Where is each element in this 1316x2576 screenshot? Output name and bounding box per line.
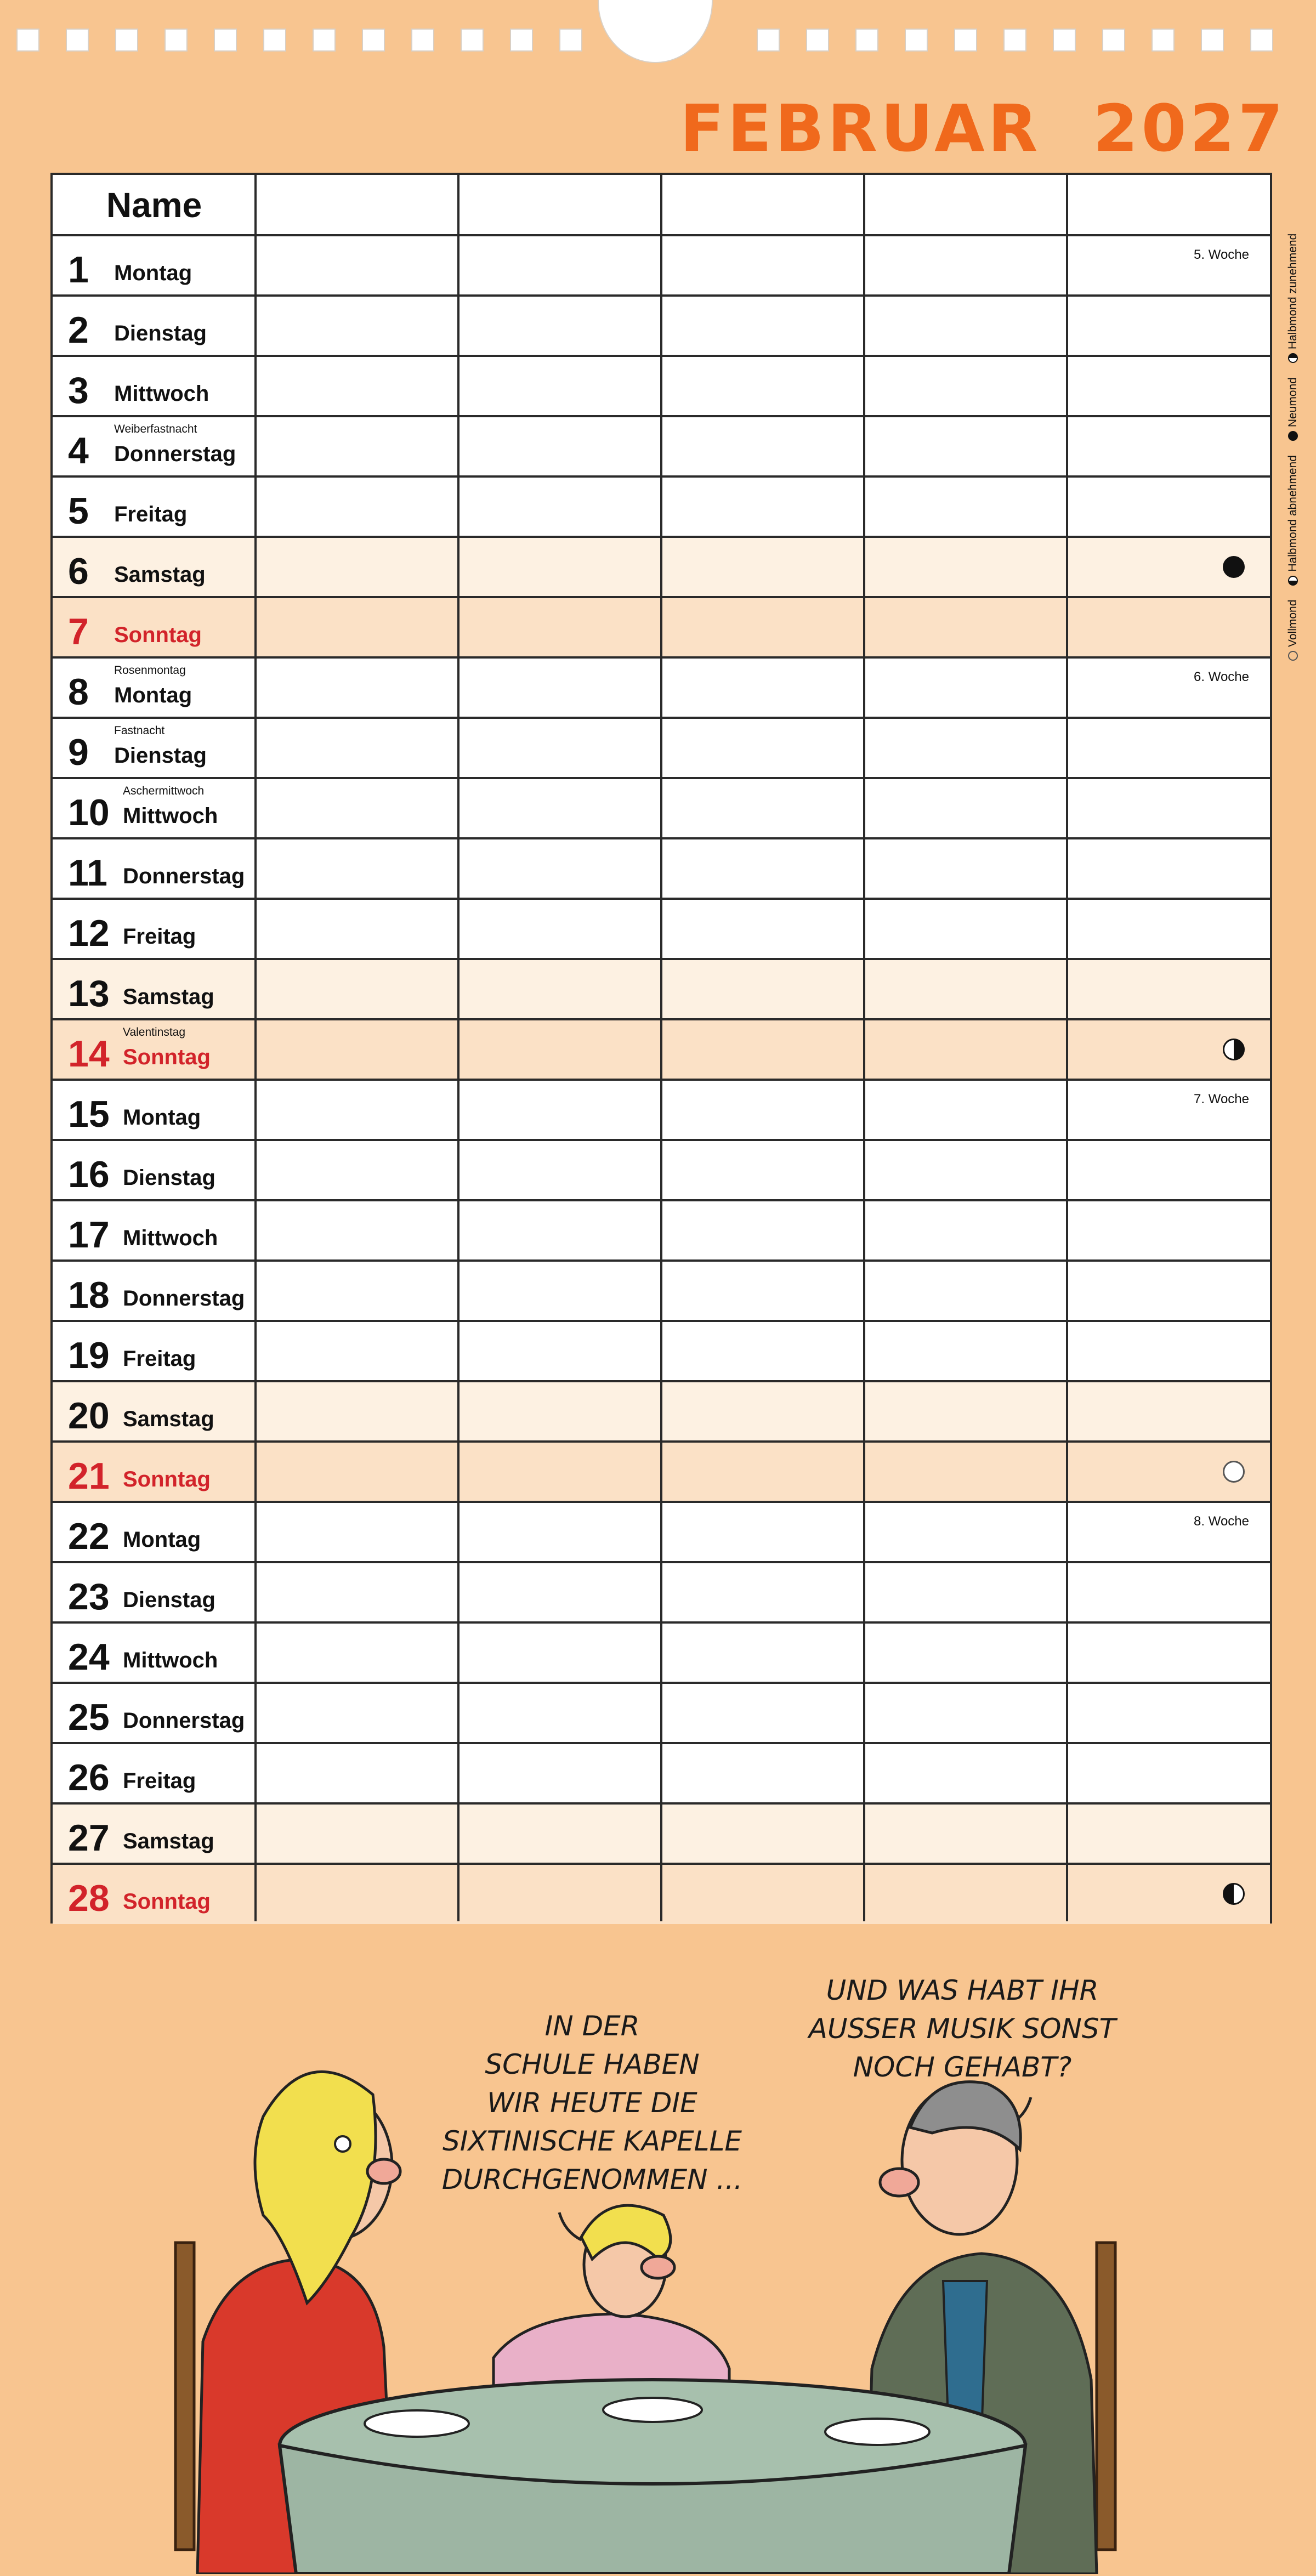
- entry-cell[interactable]: [1067, 959, 1270, 1019]
- year: 2027: [1093, 90, 1286, 166]
- entry-cell[interactable]: [458, 1200, 661, 1261]
- entry-cell[interactable]: [256, 1321, 458, 1381]
- entry-cell[interactable]: [458, 1864, 661, 1924]
- entry-cell[interactable]: [256, 356, 458, 416]
- binding-hole: [66, 29, 89, 52]
- day-label: [53, 356, 256, 416]
- entry-cell[interactable]: [661, 1683, 864, 1743]
- plate-right: [825, 2419, 929, 2445]
- day-number: 21: [68, 1455, 110, 1497]
- binding-hole: [559, 29, 582, 52]
- day-label: [53, 1261, 256, 1321]
- day-label: [53, 959, 256, 1019]
- entry-cell[interactable]: [1067, 657, 1270, 718]
- binding-hole: [1053, 29, 1076, 52]
- new-moon-icon: [1288, 431, 1298, 441]
- day-name: Freitag: [123, 1769, 196, 1793]
- day-name: Mittwoch: [114, 382, 209, 406]
- entry-cell[interactable]: [661, 838, 864, 899]
- day-name: Dienstag: [114, 321, 207, 345]
- entry-cell[interactable]: [1067, 416, 1270, 476]
- entry-cell[interactable]: [458, 718, 661, 778]
- entry-cell[interactable]: [864, 1864, 1067, 1924]
- day-label: [53, 416, 256, 476]
- binding-hole: [1152, 29, 1175, 52]
- day-name: Samstag: [123, 1407, 214, 1431]
- entry-cell[interactable]: [256, 899, 458, 959]
- entry-cell[interactable]: [864, 537, 1067, 597]
- entry-cell[interactable]: [1067, 476, 1270, 537]
- cartoon-illustration: [0, 1952, 1316, 2574]
- entry-cell[interactable]: [458, 1381, 661, 1442]
- person-name-cell[interactable]: [458, 175, 661, 235]
- entry-cell[interactable]: [661, 1864, 864, 1924]
- entry-cell[interactable]: [661, 476, 864, 537]
- entry-cell[interactable]: [1067, 718, 1270, 778]
- family-planner-grid: [50, 173, 1272, 1924]
- entry-cell[interactable]: [1067, 1683, 1270, 1743]
- entry-cell[interactable]: [864, 235, 1067, 296]
- day-number: 7: [68, 611, 89, 652]
- entry-cell[interactable]: [1067, 1562, 1270, 1622]
- entry-cell[interactable]: [864, 1261, 1067, 1321]
- day-number: 27: [68, 1817, 110, 1859]
- chair-left: [175, 2243, 194, 2550]
- entry-cell[interactable]: [1067, 1261, 1270, 1321]
- day-label: [53, 537, 256, 597]
- day-number: 23: [68, 1576, 110, 1618]
- entry-cell[interactable]: [256, 476, 458, 537]
- entry-cell[interactable]: [458, 1321, 661, 1381]
- half-moon-waning-icon: [1288, 576, 1298, 586]
- day-label: [53, 296, 256, 356]
- day-number: 26: [68, 1757, 110, 1798]
- column-divider: [660, 175, 662, 1921]
- entry-cell[interactable]: [256, 416, 458, 476]
- entry-cell[interactable]: [1067, 1864, 1270, 1924]
- entry-cell[interactable]: [661, 356, 864, 416]
- holiday-label: Aschermittwoch: [123, 785, 205, 797]
- day-label: [53, 235, 256, 296]
- day-label: [53, 1743, 256, 1803]
- day-label: [53, 1019, 256, 1080]
- entry-cell[interactable]: [661, 1562, 864, 1622]
- entry-cell[interactable]: [458, 235, 661, 296]
- entry-cell[interactable]: [458, 537, 661, 597]
- entry-cell[interactable]: [864, 959, 1067, 1019]
- entry-cell[interactable]: [864, 1321, 1067, 1381]
- entry-cell[interactable]: [256, 1803, 458, 1864]
- day-label: [53, 1381, 256, 1442]
- day-label: [53, 718, 256, 778]
- entry-cell[interactable]: [1067, 537, 1270, 597]
- entry-cell[interactable]: [864, 1140, 1067, 1200]
- entry-cell[interactable]: [458, 657, 661, 718]
- day-name: Sonntag: [123, 1890, 211, 1914]
- entry-cell[interactable]: [661, 416, 864, 476]
- binding-hole: [214, 29, 237, 52]
- entry-cell[interactable]: [864, 1442, 1067, 1502]
- day-number: 16: [68, 1154, 110, 1195]
- day-name: Dienstag: [123, 1166, 215, 1190]
- day-number: 14: [68, 1033, 110, 1075]
- entry-cell[interactable]: [1067, 235, 1270, 296]
- entry-cell[interactable]: [256, 1683, 458, 1743]
- entry-cell[interactable]: [661, 899, 864, 959]
- entry-cell[interactable]: [1067, 1321, 1270, 1381]
- entry-cell[interactable]: [1067, 1622, 1270, 1683]
- entry-cell[interactable]: [1067, 1803, 1270, 1864]
- entry-cell[interactable]: [661, 1019, 864, 1080]
- holiday-label: Valentinstag: [123, 1026, 186, 1039]
- person-name-cell[interactable]: [256, 175, 458, 235]
- entry-cell[interactable]: [661, 235, 864, 296]
- legend-half-waning: Halbmond abnehmend: [1286, 455, 1300, 585]
- entry-cell[interactable]: [458, 1019, 661, 1080]
- entry-cell[interactable]: [661, 1140, 864, 1200]
- month-name: FEBRUAR: [680, 90, 1041, 166]
- entry-cell[interactable]: [1067, 899, 1270, 959]
- plate-left: [365, 2410, 469, 2437]
- day-number: 1: [68, 249, 89, 291]
- entry-cell[interactable]: [1067, 597, 1270, 657]
- binding-hole: [954, 29, 977, 52]
- entry-cell[interactable]: [864, 1080, 1067, 1140]
- binding-hole: [905, 29, 928, 52]
- entry-cell[interactable]: [661, 657, 864, 718]
- entry-cell[interactable]: [1067, 1200, 1270, 1261]
- entry-cell[interactable]: [458, 1803, 661, 1864]
- day-label: [53, 657, 256, 718]
- day-name: Samstag: [114, 563, 206, 587]
- day-name: Montag: [123, 1105, 201, 1130]
- day-name: Freitag: [123, 924, 196, 949]
- day-label: [53, 1562, 256, 1622]
- entry-cell[interactable]: [458, 1683, 661, 1743]
- entry-cell[interactable]: [458, 1622, 661, 1683]
- day-number: 25: [68, 1696, 110, 1738]
- entry-cell[interactable]: [864, 1562, 1067, 1622]
- day-number: 12: [68, 912, 110, 954]
- day-label: [53, 778, 256, 838]
- entry-cell[interactable]: [864, 1743, 1067, 1803]
- entry-cell[interactable]: [256, 1442, 458, 1502]
- entry-cell[interactable]: [458, 1562, 661, 1622]
- entry-cell[interactable]: [458, 1743, 661, 1803]
- entry-cell[interactable]: [458, 1080, 661, 1140]
- day-label: [53, 1321, 256, 1381]
- entry-cell[interactable]: [256, 1622, 458, 1683]
- entry-cell[interactable]: [864, 778, 1067, 838]
- entry-cell[interactable]: [661, 1803, 864, 1864]
- entry-cell[interactable]: [256, 657, 458, 718]
- entry-cell[interactable]: [1067, 1140, 1270, 1200]
- binding-hole: [263, 29, 286, 52]
- entry-cell[interactable]: [864, 1683, 1067, 1743]
- entry-cell[interactable]: [864, 597, 1067, 657]
- entry-cell[interactable]: [256, 1200, 458, 1261]
- binding-hole: [855, 29, 878, 52]
- entry-cell[interactable]: [256, 597, 458, 657]
- holiday-label: Weiberfastnacht: [114, 423, 197, 435]
- entry-cell[interactable]: [256, 959, 458, 1019]
- day-label: [53, 1622, 256, 1683]
- entry-cell[interactable]: [1067, 1381, 1270, 1442]
- entry-cell[interactable]: [864, 1200, 1067, 1261]
- entry-cell[interactable]: [458, 1442, 661, 1502]
- day-number: 10: [68, 792, 110, 833]
- entry-cell[interactable]: [864, 356, 1067, 416]
- entry-cell[interactable]: [458, 959, 661, 1019]
- day-number: 19: [68, 1335, 110, 1376]
- entry-cell[interactable]: [256, 1502, 458, 1562]
- entry-cell[interactable]: [864, 296, 1067, 356]
- day-name: Montag: [114, 261, 192, 285]
- entry-cell[interactable]: [1067, 1080, 1270, 1140]
- binding-hole: [757, 29, 780, 52]
- entry-cell[interactable]: [256, 718, 458, 778]
- column-divider: [863, 175, 865, 1921]
- month-title: [680, 90, 1286, 166]
- day-label: [53, 838, 256, 899]
- binding-hole: [1102, 29, 1125, 52]
- day-number: 3: [68, 370, 89, 411]
- holiday-label: Rosenmontag: [114, 664, 186, 677]
- day-name: Freitag: [123, 1347, 196, 1371]
- entry-cell[interactable]: [661, 1381, 864, 1442]
- entry-cell[interactable]: [864, 838, 1067, 899]
- day-name: Donnerstag: [114, 442, 236, 466]
- entry-cell[interactable]: [661, 1502, 864, 1562]
- day-name: Freitag: [114, 502, 188, 526]
- holiday-label: Fastnacht: [114, 724, 165, 737]
- entry-cell[interactable]: [864, 416, 1067, 476]
- day-name: Donnerstag: [123, 1286, 245, 1310]
- day-name: Mittwoch: [123, 1648, 218, 1672]
- entry-cell[interactable]: [661, 537, 864, 597]
- speech-bubble-girl: IN DER SCHULE HABEN WIR HEUTE DIE SIXTINISCHE KAPELLE DURCHGENOMMEN ...: [441, 2010, 743, 2195]
- day-label: [53, 1683, 256, 1743]
- entry-cell[interactable]: [256, 1743, 458, 1803]
- entry-cell[interactable]: [864, 1502, 1067, 1562]
- entry-cell[interactable]: [458, 1502, 661, 1562]
- column-divider: [1066, 175, 1068, 1921]
- binding-hole: [411, 29, 434, 52]
- entry-cell[interactable]: [256, 296, 458, 356]
- entry-cell[interactable]: [256, 1080, 458, 1140]
- girl-figure: [494, 2205, 729, 2407]
- day-number: 4: [68, 430, 89, 472]
- column-divider: [254, 175, 257, 1921]
- entry-cell[interactable]: [256, 1381, 458, 1442]
- week-number: 8. Woche: [1194, 1514, 1249, 1529]
- day-label: [53, 476, 256, 537]
- day-name: Sonntag: [123, 1045, 211, 1069]
- entry-cell[interactable]: [458, 899, 661, 959]
- entry-cell[interactable]: [661, 296, 864, 356]
- entry-cell[interactable]: [1067, 296, 1270, 356]
- legend-half-waxing: Halbmond zunehmend: [1286, 234, 1300, 363]
- day-name: Montag: [114, 683, 192, 707]
- legend-new-moon: Neumond: [1286, 377, 1300, 441]
- entry-cell[interactable]: [661, 1321, 864, 1381]
- day-label: [53, 899, 256, 959]
- entry-cell[interactable]: [1067, 838, 1270, 899]
- moon-phase-legend: [1282, 167, 1304, 661]
- entry-cell[interactable]: [661, 778, 864, 838]
- binding-hole: [16, 29, 39, 52]
- entry-cell[interactable]: [1067, 1743, 1270, 1803]
- entry-cell[interactable]: [661, 1200, 864, 1261]
- entry-cell[interactable]: [864, 476, 1067, 537]
- chair-right: [1097, 2243, 1115, 2550]
- entry-cell[interactable]: [661, 1080, 864, 1140]
- day-label: [53, 1864, 256, 1924]
- entry-cell[interactable]: [458, 296, 661, 356]
- speech-bubble-father: UND WAS HABT IHR AUSSER MUSIK SONST NOCH GEHABT?: [808, 1974, 1116, 2083]
- day-label: [53, 1442, 256, 1502]
- binding-hole: [115, 29, 138, 52]
- day-name: Donnerstag: [123, 864, 245, 888]
- day-number: 20: [68, 1395, 110, 1437]
- entry-cell[interactable]: [864, 1381, 1067, 1442]
- day-label: [53, 1080, 256, 1140]
- day-number: 13: [68, 973, 110, 1014]
- binding-hole: [313, 29, 336, 52]
- person-name-cell[interactable]: [1067, 175, 1270, 235]
- entry-cell[interactable]: [256, 1140, 458, 1200]
- half-moon-waxing-icon: [1288, 353, 1298, 363]
- entry-cell[interactable]: [458, 416, 661, 476]
- entry-cell[interactable]: [256, 1261, 458, 1321]
- binding-hole: [461, 29, 484, 52]
- entry-cell[interactable]: [661, 1743, 864, 1803]
- entry-cell[interactable]: [864, 718, 1067, 778]
- binding-hole: [1250, 29, 1273, 52]
- entry-cell[interactable]: [458, 778, 661, 838]
- entry-cell[interactable]: [661, 959, 864, 1019]
- day-number: 24: [68, 1636, 110, 1678]
- day-label: [53, 1140, 256, 1200]
- bubble-tail-left: [559, 2212, 581, 2240]
- entry-cell[interactable]: [256, 778, 458, 838]
- entry-cell[interactable]: [661, 718, 864, 778]
- entry-cell[interactable]: [256, 1864, 458, 1924]
- plate-middle: [603, 2398, 702, 2422]
- day-name: Donnerstag: [123, 1709, 245, 1733]
- entry-cell[interactable]: [661, 597, 864, 657]
- day-number: 2: [68, 309, 89, 351]
- day-name: Sonntag: [123, 1467, 211, 1491]
- binding-hole: [1201, 29, 1224, 52]
- column-divider: [457, 175, 460, 1921]
- binding-hole: [362, 29, 385, 52]
- entry-cell[interactable]: [1067, 1442, 1270, 1502]
- entry-cell[interactable]: [256, 838, 458, 899]
- day-number: 28: [68, 1877, 110, 1919]
- entry-cell[interactable]: [1067, 1019, 1270, 1080]
- day-number: 22: [68, 1516, 110, 1557]
- entry-cell[interactable]: [458, 356, 661, 416]
- day-name: Montag: [123, 1528, 201, 1552]
- entry-cell[interactable]: [864, 657, 1067, 718]
- entry-cell[interactable]: [256, 235, 458, 296]
- entry-cell[interactable]: [864, 899, 1067, 959]
- day-name: Mittwoch: [123, 804, 218, 828]
- day-number: 8: [68, 671, 89, 713]
- week-number: 5. Woche: [1194, 247, 1249, 262]
- entry-cell[interactable]: [661, 1442, 864, 1502]
- day-label: [53, 1803, 256, 1864]
- entry-cell[interactable]: [1067, 778, 1270, 838]
- entry-cell[interactable]: [1067, 1502, 1270, 1562]
- day-label: [53, 597, 256, 657]
- day-name: Sonntag: [114, 623, 202, 647]
- day-number: 17: [68, 1214, 110, 1256]
- entry-cell[interactable]: [458, 1261, 661, 1321]
- entry-cell[interactable]: [458, 838, 661, 899]
- entry-cell[interactable]: [661, 1622, 864, 1683]
- day-label: [53, 1502, 256, 1562]
- entry-cell[interactable]: [864, 1803, 1067, 1864]
- entry-cell[interactable]: [661, 1261, 864, 1321]
- name-column-header: Name: [106, 185, 202, 225]
- day-number: 11: [68, 852, 107, 894]
- week-number: 7. Woche: [1194, 1092, 1249, 1107]
- day-number: 6: [68, 551, 89, 592]
- day-name: Dienstag: [123, 1588, 215, 1612]
- entry-cell[interactable]: [256, 1562, 458, 1622]
- day-number: 9: [68, 731, 89, 773]
- person-name-cell[interactable]: [661, 175, 864, 235]
- day-number: 5: [68, 490, 89, 532]
- binding-hole: [164, 29, 188, 52]
- entry-cell[interactable]: [256, 537, 458, 597]
- binding-hole: [806, 29, 829, 52]
- day-name: Mittwoch: [123, 1226, 218, 1250]
- entry-cell[interactable]: [458, 476, 661, 537]
- day-label: [53, 1200, 256, 1261]
- binding-hole: [510, 29, 533, 52]
- legend-full-moon: Vollmond: [1286, 600, 1300, 661]
- day-number: 15: [68, 1093, 110, 1135]
- binding-hole: [1003, 29, 1026, 52]
- day-name: Samstag: [123, 985, 214, 1009]
- day-name: Samstag: [123, 1829, 214, 1853]
- day-number: 18: [68, 1274, 110, 1316]
- entry-cell[interactable]: [864, 1019, 1067, 1080]
- week-number: 6. Woche: [1194, 669, 1249, 684]
- entry-cell[interactable]: [864, 1622, 1067, 1683]
- entry-cell[interactable]: [458, 1140, 661, 1200]
- person-name-cell[interactable]: [864, 175, 1067, 235]
- full-moon-icon: [1288, 651, 1298, 661]
- entry-cell[interactable]: [458, 597, 661, 657]
- entry-cell[interactable]: [256, 1019, 458, 1080]
- day-name: Dienstag: [114, 744, 207, 768]
- entry-cell[interactable]: [1067, 356, 1270, 416]
